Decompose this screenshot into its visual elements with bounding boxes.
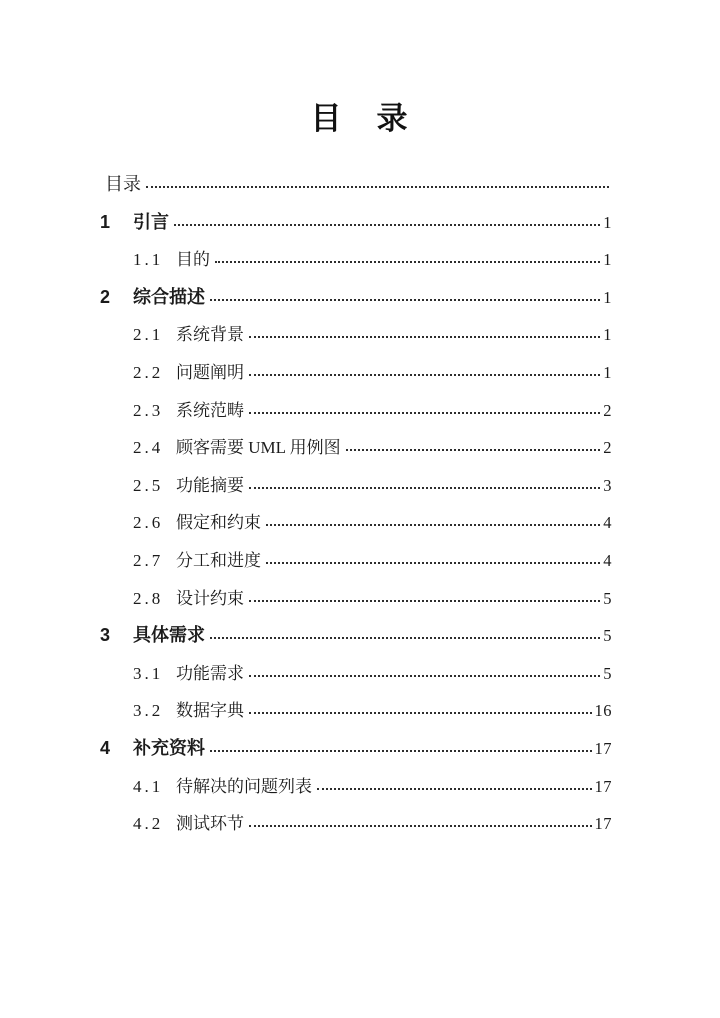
toc-entry[interactable] bbox=[100, 241, 612, 279]
toc-entry-label: 顾客需要 UML 用例图 bbox=[176, 438, 341, 458]
toc-entry-page: 1 bbox=[603, 325, 612, 345]
toc-entry[interactable] bbox=[100, 467, 612, 505]
toc-entry-label: 目的 bbox=[176, 250, 210, 270]
toc-entry-number: 3.2 bbox=[133, 701, 164, 721]
toc-entry-page: 4 bbox=[603, 550, 612, 570]
toc-entry[interactable] bbox=[100, 316, 612, 354]
toc-entry[interactable] bbox=[100, 805, 612, 843]
dot-leader bbox=[146, 186, 609, 188]
dot-leader bbox=[249, 712, 592, 714]
dot-leader bbox=[215, 261, 600, 263]
toc-entry-number: 1.1 bbox=[133, 250, 164, 270]
toc-entry-page: 2 bbox=[603, 400, 612, 420]
toc-entry-page: 1 bbox=[603, 250, 612, 270]
dot-leader bbox=[210, 299, 600, 301]
toc-entry-label: 补充资料 bbox=[133, 737, 205, 758]
toc-entry-label: 假定和约束 bbox=[176, 513, 261, 533]
toc-entry-page: 1 bbox=[603, 287, 612, 307]
toc-entry[interactable] bbox=[100, 580, 612, 618]
toc-entry-page: 2 bbox=[603, 438, 612, 458]
toc-entry[interactable] bbox=[100, 768, 612, 806]
toc-entry[interactable] bbox=[100, 354, 612, 392]
dot-leader bbox=[249, 825, 592, 827]
toc-entry-page: 17 bbox=[594, 814, 612, 834]
toc-entry-number: 4.2 bbox=[133, 814, 164, 834]
dot-leader bbox=[210, 750, 592, 752]
dot-leader bbox=[249, 336, 600, 338]
toc-entry-label: 测试环节 bbox=[176, 814, 244, 834]
toc-entry-number: 2 bbox=[100, 286, 114, 307]
toc-entry-label: 引言 bbox=[133, 211, 169, 232]
toc-entry-number: 2.1 bbox=[133, 325, 164, 345]
toc-entry-number: 2.2 bbox=[133, 362, 164, 382]
toc-entry-number: 2.3 bbox=[133, 400, 164, 420]
toc-entry-page: 4 bbox=[603, 513, 612, 533]
toc-entry[interactable] bbox=[100, 204, 612, 242]
toc-entry-label: 系统范畴 bbox=[176, 400, 244, 420]
toc-entry-number: 2.4 bbox=[133, 438, 164, 458]
toc-title: 目 录 bbox=[310, 101, 410, 136]
toc-entry-page: 1 bbox=[603, 212, 612, 232]
toc-entry[interactable] bbox=[100, 617, 612, 655]
toc-entry[interactable] bbox=[100, 730, 612, 768]
dot-leader bbox=[249, 412, 600, 414]
toc-entry-number: 2.5 bbox=[133, 475, 164, 495]
toc-list bbox=[0, 166, 720, 843]
dot-leader bbox=[346, 449, 601, 451]
toc-entry-label: 数据字典 bbox=[176, 701, 244, 721]
toc-entry[interactable] bbox=[100, 166, 612, 204]
toc-entry-label: 设计约束 bbox=[176, 588, 244, 608]
toc-entry-label: 系统背景 bbox=[176, 325, 244, 345]
toc-entry-label: 功能摘要 bbox=[176, 475, 244, 495]
toc-entry-page: 5 bbox=[603, 663, 612, 683]
toc-entry[interactable] bbox=[100, 429, 612, 467]
toc-entry-number: 2.8 bbox=[133, 588, 164, 608]
toc-entry[interactable] bbox=[100, 542, 612, 580]
toc-entry-number: 4.1 bbox=[133, 776, 164, 796]
toc-entry-page: 17 bbox=[594, 776, 612, 796]
dot-leader bbox=[266, 562, 600, 564]
toc-entry-label: 综合描述 bbox=[133, 286, 205, 307]
toc-entry-page: 5 bbox=[603, 588, 612, 608]
dot-leader bbox=[174, 224, 600, 226]
toc-entry-number: 2.6 bbox=[133, 513, 164, 533]
toc-entry-number: 4 bbox=[100, 737, 114, 758]
dot-leader bbox=[266, 524, 600, 526]
toc-entry-label: 目录 bbox=[105, 174, 141, 194]
toc-entry-label: 具体需求 bbox=[133, 625, 205, 646]
dot-leader bbox=[317, 788, 592, 790]
toc-entry[interactable] bbox=[100, 692, 612, 730]
toc-entry-number: 3 bbox=[100, 625, 114, 646]
toc-entry[interactable] bbox=[100, 279, 612, 317]
dot-leader bbox=[249, 675, 600, 677]
toc-entry-label: 功能需求 bbox=[176, 663, 244, 683]
dot-leader bbox=[249, 600, 600, 602]
toc-entry-number: 2.7 bbox=[133, 550, 164, 570]
dot-leader bbox=[249, 487, 600, 489]
toc-entry-number: 3.1 bbox=[133, 663, 164, 683]
toc-entry-label: 问题阐明 bbox=[176, 362, 244, 382]
dot-leader bbox=[210, 637, 600, 639]
toc-entry-page: 16 bbox=[594, 701, 612, 721]
toc-entry-number: 1 bbox=[100, 211, 114, 232]
dot-leader bbox=[249, 374, 600, 376]
toc-entry[interactable] bbox=[100, 655, 612, 693]
toc-entry[interactable] bbox=[100, 504, 612, 542]
toc-entry-page: 3 bbox=[603, 475, 612, 495]
toc-entry[interactable] bbox=[100, 392, 612, 430]
toc-entry-page: 17 bbox=[594, 738, 612, 758]
toc-entry-page: 1 bbox=[603, 362, 612, 382]
toc-entry-page: 5 bbox=[603, 626, 612, 646]
toc-entry-label: 分工和进度 bbox=[176, 550, 261, 570]
toc-entry-label: 待解决的问题列表 bbox=[176, 776, 312, 796]
